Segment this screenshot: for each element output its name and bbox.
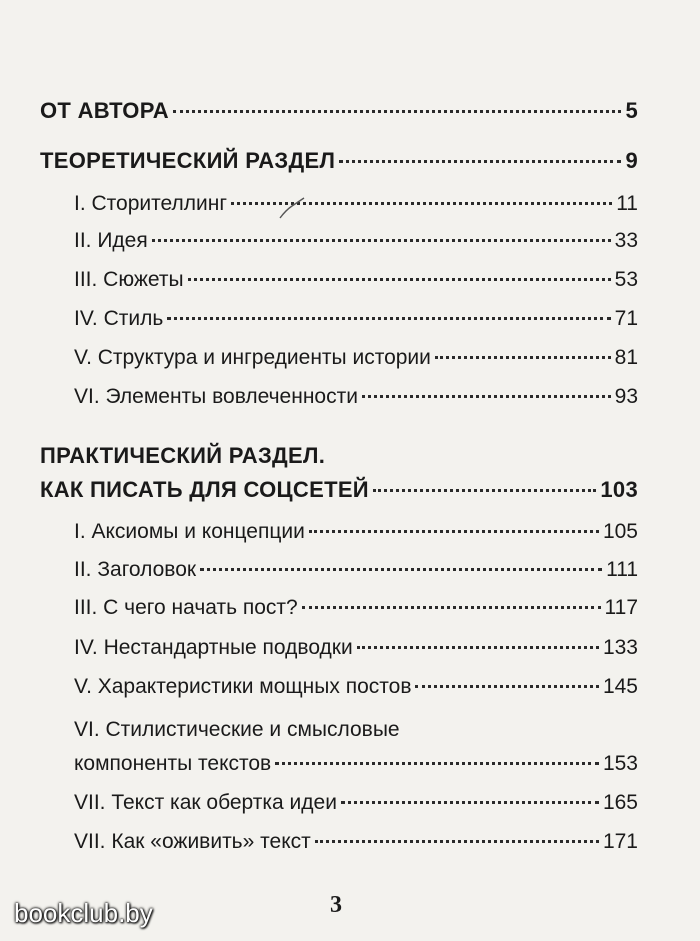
- toc-page: 9: [625, 148, 638, 173]
- page-number: 3: [330, 892, 342, 918]
- toc-page: 111: [606, 558, 638, 581]
- toc-label: VII. Текст как обертка идеи: [74, 791, 337, 814]
- toc-item-structure[interactable]: [74, 346, 638, 380]
- toc-item-components[interactable]: [74, 752, 638, 786]
- toc-label: IV. Нестандартные подводки: [74, 636, 353, 659]
- toc-section-practice[interactable]: [40, 477, 638, 511]
- toc-page: 71: [614, 307, 638, 330]
- toc-label: ОТ АВТОРА: [40, 98, 169, 123]
- toc-page: 105: [602, 520, 638, 543]
- toc-item-plots[interactable]: [74, 268, 638, 302]
- leader-dots: [167, 317, 610, 320]
- leader-dots: [275, 762, 599, 765]
- toc-page: 11: [616, 192, 638, 215]
- leader-dots: [415, 685, 598, 688]
- toc-page: 53: [614, 268, 638, 291]
- toc-label: III. С чего начать пост?: [74, 596, 298, 619]
- toc-page: 5: [625, 98, 638, 123]
- toc-section-author[interactable]: [40, 98, 638, 132]
- toc-label: IV. Стиль: [74, 307, 164, 330]
- leader-dots: [435, 356, 611, 359]
- toc-page: 165: [602, 791, 638, 814]
- leader-dots: [315, 840, 599, 843]
- leader-dots: [362, 395, 611, 398]
- toc-item-storytelling[interactable]: [74, 192, 638, 226]
- toc-item-headline[interactable]: [74, 558, 638, 592]
- leader-dots: [373, 489, 596, 492]
- toc-page: 153: [602, 752, 638, 775]
- toc-label: КАК ПИСАТЬ ДЛЯ СОЦСЕТЕЙ: [40, 477, 369, 502]
- toc-label: I. Аксиомы и концепции: [74, 520, 305, 543]
- toc-label: VII. Как «оживить» текст: [74, 830, 311, 853]
- toc-item-axioms[interactable]: [74, 520, 638, 554]
- leader-dots: [339, 160, 621, 163]
- toc-label: III. Сюжеты: [74, 268, 184, 291]
- toc-item-idea[interactable]: [74, 229, 638, 263]
- leader-dots: [152, 239, 611, 242]
- leader-dots: [341, 801, 599, 804]
- leader-dots: [357, 646, 599, 649]
- toc-page: 33: [614, 229, 638, 252]
- toc-item-wrapper[interactable]: [74, 791, 638, 825]
- toc-section-theory[interactable]: [40, 148, 638, 182]
- leader-dots: [188, 278, 611, 281]
- toc-label: II. Идея: [74, 229, 148, 252]
- leader-dots: [302, 606, 601, 609]
- toc-label: I. Сторителлинг: [74, 192, 227, 215]
- toc-item-powerful-posts[interactable]: [74, 675, 638, 709]
- toc-label: V. Характеристики мощных постов: [74, 675, 412, 698]
- leader-dots: [309, 530, 599, 533]
- toc-page: 117: [604, 596, 638, 619]
- toc-item-leads[interactable]: [74, 636, 638, 670]
- toc-page: 93: [614, 385, 638, 408]
- toc-item-components-line1: VI. Стилистические и смысловые: [74, 718, 400, 741]
- toc-item-revive[interactable]: [74, 830, 638, 864]
- pencil-mark-icon: [276, 196, 306, 222]
- toc-label: II. Заголовок: [74, 558, 197, 581]
- toc-page: 145: [602, 675, 638, 698]
- toc-item-start-post[interactable]: [74, 596, 638, 630]
- toc-item-style[interactable]: [74, 307, 638, 341]
- toc-page: 81: [614, 346, 638, 369]
- toc-item-engagement[interactable]: [74, 385, 638, 419]
- toc-page: 171: [602, 830, 638, 853]
- toc-label: компоненты текстов: [74, 752, 272, 775]
- leader-dots: [173, 110, 622, 113]
- toc-label: ТЕОРЕТИЧЕСКИЙ РАЗДЕЛ: [40, 148, 336, 173]
- toc-label: VI. Элементы вовлеченности: [74, 385, 358, 408]
- toc-page: 103: [600, 477, 638, 502]
- toc-section-practice-line1: ПРАКТИЧЕСКИЙ РАЗДЕЛ.: [40, 443, 326, 468]
- watermark: bookclub.by: [14, 898, 153, 928]
- leader-dots: [200, 568, 602, 571]
- toc-page: 133: [602, 636, 638, 659]
- toc-label: V. Структура и ингредиенты истории: [74, 346, 431, 369]
